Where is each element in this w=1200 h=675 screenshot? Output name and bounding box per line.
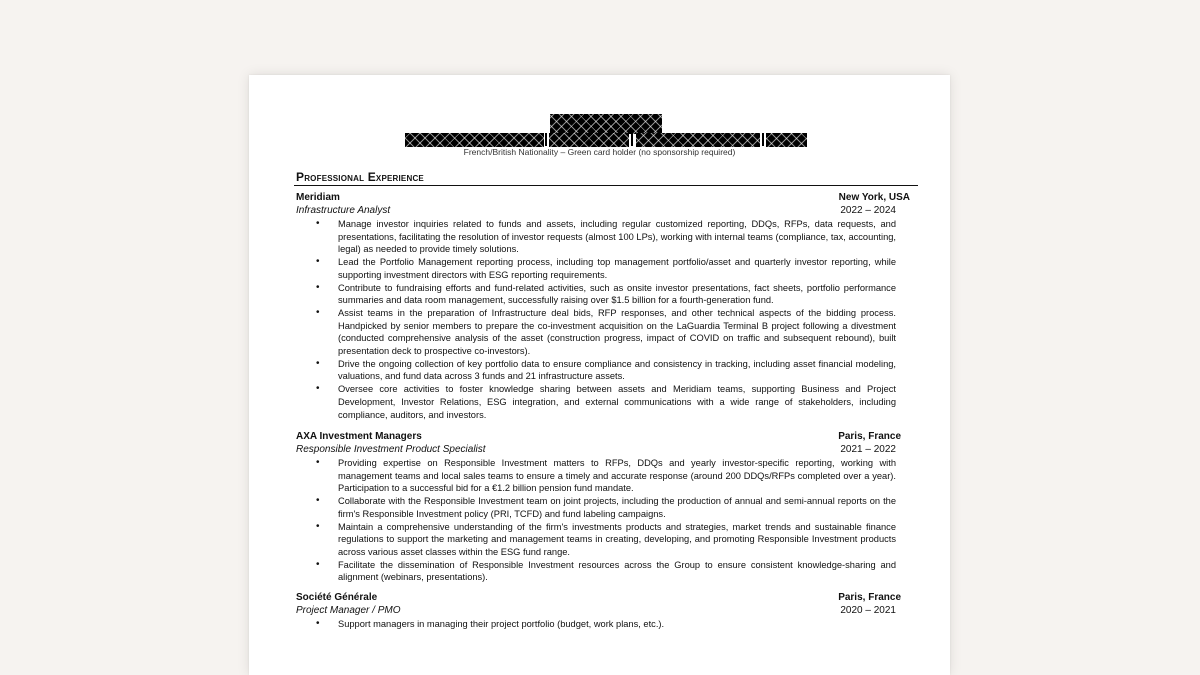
company-name: Meridiam: [296, 192, 340, 203]
job-dates: 2020 – 2021: [840, 605, 896, 616]
job-role: Project Manager / PMO: [296, 605, 401, 616]
section-divider: [294, 185, 918, 186]
bullet-item: • Collaborate with the Responsible Investment team on joint projects, including the production of annual and semi-annual reports on the firm's Responsible Investment policy (PRI, TCFD) and fund labeling campaigns.: [296, 495, 901, 520]
header-separator: [762, 133, 764, 146]
bullet-item: • Support managers in managing their project portfolio (budget, work plans, etc.).: [296, 618, 901, 631]
job-entry: [296, 192, 910, 421]
job-bullets: [296, 618, 901, 631]
job-location: New York, USA: [838, 192, 910, 203]
job-dates: 2022 – 2024: [840, 205, 896, 216]
company-name: AXA Investment Managers: [296, 431, 422, 442]
bullet-item: • Maintain a comprehensive understanding of the firm's investments products and strategies, market trends and sustainable finance regulations to support the marketing and management teams in creating, developing, and promoting Responsible Investment products across various asset classes within the ESG fund range.: [296, 521, 901, 559]
redacted-name: [550, 114, 662, 134]
section-title: Professional Experience: [296, 170, 424, 184]
job-dates: 2021 – 2022: [840, 444, 896, 455]
job-role: Responsible Investment Product Specialist: [296, 444, 486, 455]
job-location: Paris, France: [838, 431, 901, 442]
header-separator: [631, 133, 633, 146]
job-bullets: [296, 457, 901, 584]
company-name: Société Générale: [296, 592, 378, 603]
bullet-item: • Drive the ongoing collection of key portfolio data to ensure compliance and consistency in tracking, including asset financial modeling, valuations, and fund data across 3 funds and 21 infrastructure assets.: [296, 358, 901, 383]
bullet-item: • Providing expertise on Responsible Investment matters to RFPs, DDQs and yearly investor-specific reporting, working with management teams and local sales teams to ensure a timely and accurate response (around 200 DDQs/RFPs completed over a year). Participation to a successful bid for a €1.2 billion pension fund mandate.: [296, 457, 901, 495]
nationality-line: French/British Nationality – Green card holder (no sponsorship required): [463, 147, 736, 157]
header-separator: [545, 133, 547, 146]
job-location: Paris, France: [838, 592, 901, 603]
bullet-item: • Facilitate the dissemination of Responsible Investment resources across the Group to ensure consistent knowledge-sharing and alignment (webinars, presentations).: [296, 559, 901, 584]
bullet-item: • Assist teams in the preparation of Infrastructure deal bids, RFP responses, and other technical aspects of the bidding process. Handpicked by senior members to prepare the co-investment acquisition on the LaGuardia Terminal B project following a divestment (conducted comprehensive analysis of the asset (construction progress, impact of COVID on traffic and subsequent rebound), built presentation deck to prospective co-investors).: [296, 307, 901, 358]
bullet-item: • Lead the Portfolio Management reporting process, including top management portfolio/asset and quarterly investor reporting, while supporting investment directors with ESG reporting requirements.: [296, 256, 901, 281]
redacted-contact-3: [636, 133, 760, 147]
resume-page: [249, 75, 950, 675]
bullet-item: • Manage investor inquiries related to funds and assets, including regular customized reporting, DDQs, RFPs, data requests, and presentations, facilitating the resolution of investor requests (almost 100 LPs), working with internal teams (compliance, tax, accounting, legal) as needed to provide timely solutions.: [296, 218, 901, 256]
job-entry: [296, 592, 901, 631]
redacted-contact-4: [766, 133, 807, 147]
bullet-item: • Contribute to fundraising efforts and fund-related activities, such as onsite investor presentations, fact sheets, portfolio performance summaries and data room management, successfully raising over $1.5 billion for a fourth-generation fund.: [296, 282, 901, 307]
redacted-contact-2: [549, 133, 629, 147]
job-role: Infrastructure Analyst: [296, 205, 391, 216]
job-bullets: [296, 218, 901, 421]
redacted-contact-1: [405, 133, 544, 147]
job-entry: [296, 431, 901, 584]
bullet-item: • Oversee core activities to foster knowledge sharing between assets and Meridiam teams, supporting Business and Project Development, Investor Relations, ESG integration, and external communications with a wide range of stakeholders, including compliance, auditors, and investors.: [296, 383, 901, 421]
